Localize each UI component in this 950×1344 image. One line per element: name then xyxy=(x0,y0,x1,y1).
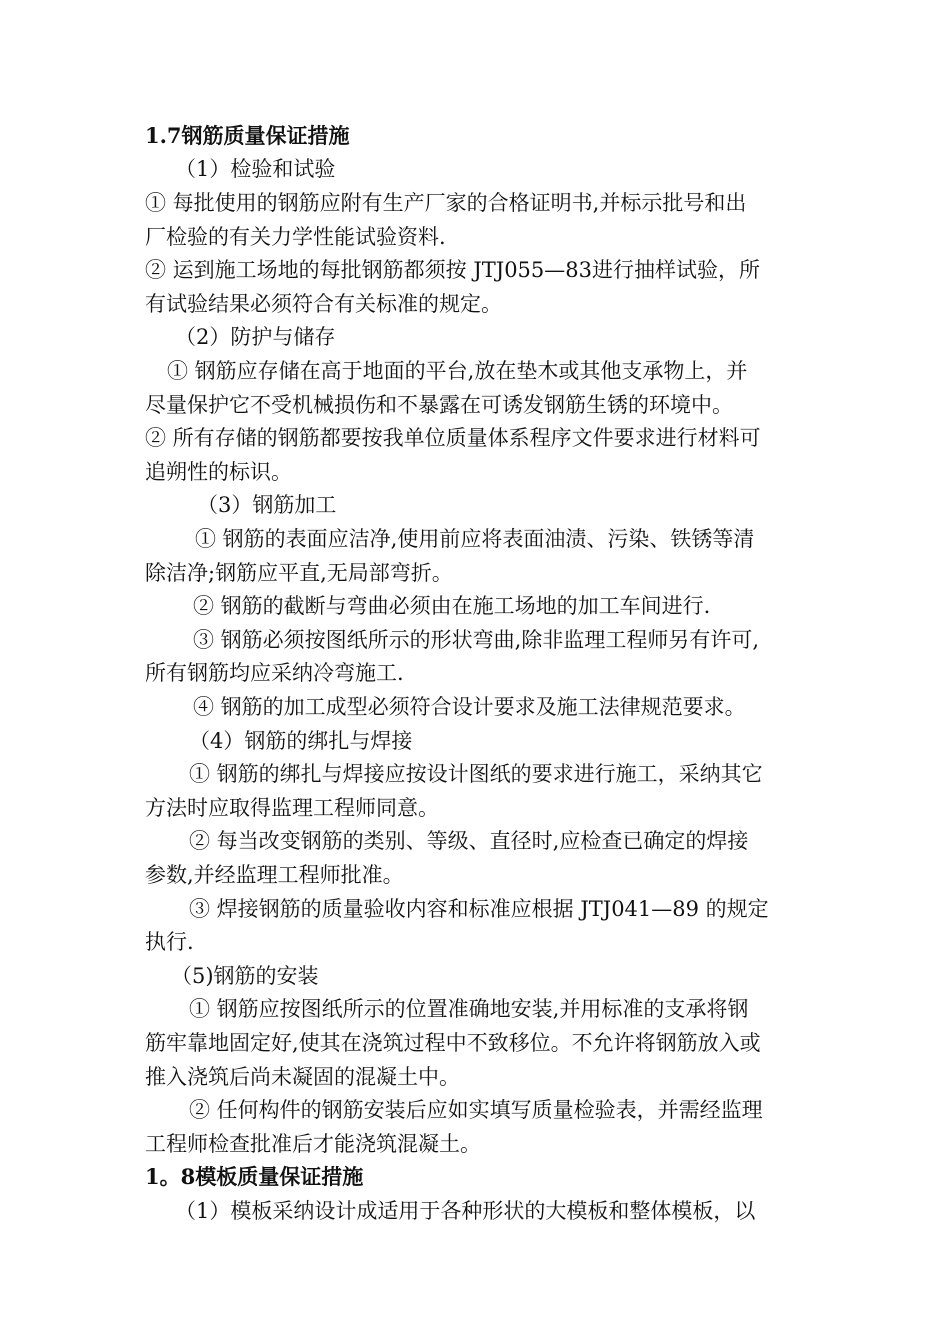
paragraph-line: ③ 焊接钢筋的质量验收内容和标准应根据 JTJ041—89 的规定 xyxy=(189,897,769,921)
paragraph-line: 厂检验的有关力学性能试验资料. xyxy=(145,225,446,249)
paragraph-line: （1）模板采纳设计成适用于各种形状的大模板和整体模板，以 xyxy=(175,1199,756,1223)
subheading-installation: （5)钢筋的安装 xyxy=(171,964,319,988)
section-heading-1-7: 1.7钢筋质量保证措施 xyxy=(145,123,350,148)
paragraph-line: ① 钢筋的绑扎与焊接应按设计图纸的要求进行施工，采纳其它 xyxy=(189,762,763,786)
subheading-inspection: （1）检验和试验 xyxy=(175,157,336,181)
paragraph-line: 追朔性的标识。 xyxy=(145,460,292,484)
paragraph-line: ① 每批使用的钢筋应附有生产厂家的合格证明书,并标示批号和出 xyxy=(145,191,747,215)
paragraph-line: 执行. xyxy=(145,930,194,954)
paragraph-line: ① 钢筋应存储在高于地面的平台,放在垫木或其他支承物上，并 xyxy=(167,359,748,383)
subheading-binding-welding: （4）钢筋的绑扎与焊接 xyxy=(189,729,413,753)
paragraph-line: 尽量保护它不受机械损伤和不暴露在可诱发钢筋生锈的环境中。 xyxy=(145,393,733,417)
paragraph-line: ② 任何构件的钢筋安装后应如实填写质量检验表，并需经监理 xyxy=(189,1098,763,1122)
subheading-protection: （2）防护与储存 xyxy=(175,325,336,349)
paragraph-line: 工程师检查批准后才能浇筑混凝土。 xyxy=(145,1132,481,1156)
paragraph-line: 筋牢靠地固定好,使其在浇筑过程中不致移位。不允许将钢筋放入或 xyxy=(145,1031,761,1055)
paragraph-line: 方法时应取得监理工程师同意。 xyxy=(145,796,439,820)
paragraph-line: ② 钢筋的截断与弯曲必须由在施工场地的加工车间进行. xyxy=(193,594,711,618)
paragraph-line: ① 钢筋应按图纸所示的位置准确地安装,并用标准的支承将钢 xyxy=(189,997,749,1021)
paragraph-line: ① 钢筋的表面应洁净,使用前应将表面油渍、污染、铁锈等清 xyxy=(195,527,755,551)
paragraph-line: ② 每当改变钢筋的类别、等级、直径时,应检查已确定的焊接 xyxy=(189,829,749,853)
paragraph-line: 有试验结果必须符合有关标准的规定。 xyxy=(145,292,502,316)
paragraph-line: ② 运到施工场地的每批钢筋都须按 JTJ055—83进行抽样试验，所 xyxy=(145,258,760,282)
paragraph-line: ③ 钢筋必须按图纸所示的形状弯曲,除非监理工程师另有许可, xyxy=(193,628,760,652)
section-heading-1-8: 1。8模板质量保证措施 xyxy=(145,1164,364,1189)
paragraph-line: 参数,并经监理工程师批准。 xyxy=(145,863,404,887)
paragraph-line: 除洁净;钢筋应平直,无局部弯折。 xyxy=(145,561,453,585)
subheading-processing: （3）钢筋加工 xyxy=(197,493,337,517)
paragraph-line: ② 所有存储的钢筋都要按我单位质量体系程序文件要求进行材料可 xyxy=(145,426,761,450)
paragraph-line: ④ 钢筋的加工成型必须符合设计要求及施工法律规范要求。 xyxy=(193,695,746,719)
paragraph-line: 所有钢筋均应采纳冷弯施工. xyxy=(145,661,404,685)
paragraph-line: 推入浇筑后尚未凝固的混凝土中。 xyxy=(145,1065,460,1089)
